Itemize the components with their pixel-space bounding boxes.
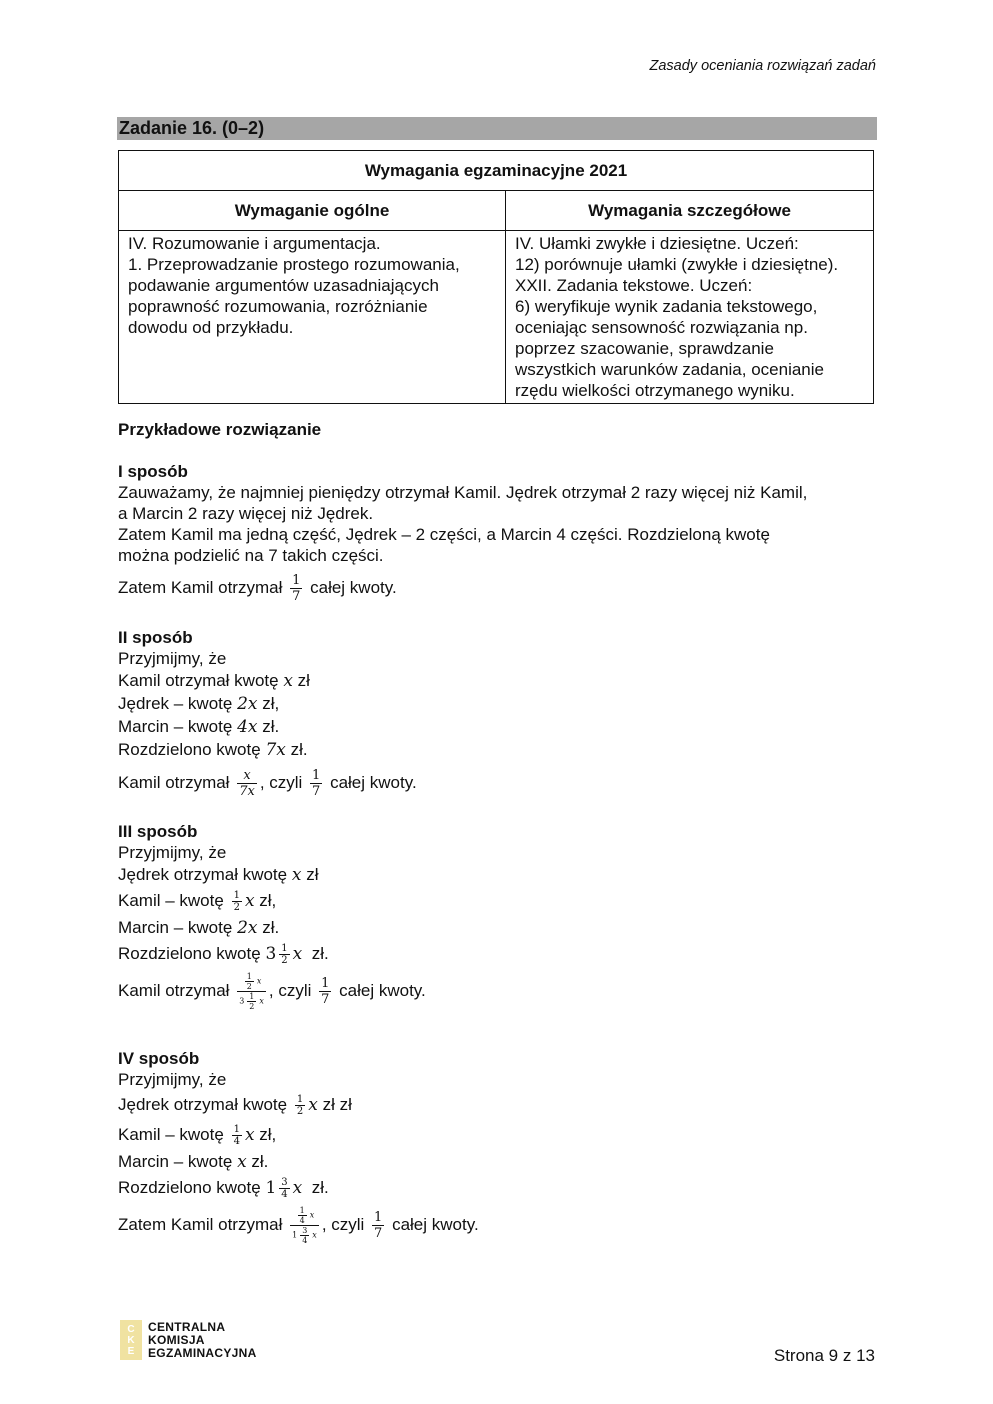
- method-2-line: Jędrek – kwotę 2x zł,: [118, 694, 280, 714]
- method-4-line: Marcin – kwotę x zł.: [118, 1152, 269, 1172]
- detailed-line: 12) porównuje ułamki (zwykłe i dziesiętne).: [515, 255, 839, 274]
- fraction-1-7: $\frac{1}{7}$: [312, 768, 321, 800]
- logo-text: CENTRALNA KOMISJA EGZAMINACYJNA: [148, 1319, 257, 1360]
- fraction-1-2: $\frac{1}{2}$: [281, 943, 288, 967]
- requirements-table-title: Wymagania egzaminacyjne 2021: [119, 151, 874, 191]
- detailed-line: rzędu wielkości otrzymanego wyniku.: [515, 381, 795, 400]
- method-3-intro: Przyjmijmy, że: [118, 843, 227, 862]
- method-4-line: Rozdzielono kwotę 1 $\frac{3}{4}$ x zł.: [118, 1177, 329, 1201]
- fraction-1-7: $\frac{1}{7}$: [292, 573, 301, 605]
- running-header: Zasady oceniania rozwiązań zadań: [649, 58, 876, 74]
- method-3-title: III sposób: [118, 822, 198, 841]
- general-line: podawanie argumentów uzasadniających: [128, 276, 439, 295]
- requirements-table: [118, 150, 874, 404]
- method-3-line: Rozdzielono kwotę 3 $\frac{1}{2}$ x zł.: [118, 943, 329, 967]
- general-line: poprawność rozumowania, rozróżnianie: [128, 297, 428, 316]
- fraction-1-7: $\frac{1}{7}$: [374, 1210, 383, 1242]
- method-2-title: II sposób: [118, 628, 193, 647]
- method-4-line: Kamil – kwotę $\frac{1}{4}$ x zł,: [118, 1124, 277, 1148]
- solution-heading: Przykładowe rozwiązanie: [118, 420, 322, 439]
- method-1: [118, 461, 807, 610]
- method-4-result: Zatem Kamil otrzymał $\frac{1}{4}$ x 1 $\frac{3}{4}$ x , czyli $\frac{1}{7}$ całej kwoty.: [118, 1206, 479, 1246]
- method-3: [118, 821, 426, 1013]
- method-3-line: Jędrek otrzymał kwotę x zł: [118, 865, 319, 885]
- detailed-requirements-header: Wymagania szczegółowe: [506, 191, 874, 231]
- method-2-line: Marcin – kwotę 4x zł.: [118, 717, 280, 737]
- cke-logo: [120, 1320, 257, 1360]
- method-4-line: Jędrek otrzymał kwotę $\frac{1}{2}$ x zł zł: [118, 1094, 352, 1118]
- method-1-line: a Marcin 2 razy więcej niż Jędrek.: [118, 504, 374, 523]
- compound-fraction: $\frac{1}{2}$ x 3 $\frac{1}{2}$ x: [239, 972, 264, 1012]
- detailed-line: oceniając sensowność rozwiązania np.: [515, 318, 808, 337]
- general-line: 1. Przeprowadzanie prostego rozumowania,: [128, 255, 460, 274]
- method-2: [118, 627, 417, 805]
- fraction-x-7x: $\frac{x}{7x}$: [239, 768, 255, 800]
- detailed-requirements-cell: [506, 231, 874, 404]
- detailed-line: poprzez szacowanie, sprawdzanie: [515, 339, 774, 358]
- detailed-line: wszystkich warunków zadania, ocenianie: [515, 360, 824, 379]
- compound-fraction: $\frac{1}{4}$ x 1 $\frac{3}{4}$ x: [292, 1206, 317, 1246]
- detailed-line: 6) weryfikuje wynik zadania tekstowego,: [515, 297, 818, 316]
- method-2-result: Kamil otrzymał $\frac{x}{7x}$ , czyli $\frac{1}{7}$ całej kwoty.: [118, 768, 417, 800]
- general-requirement-cell: [119, 231, 506, 404]
- method-4: [118, 1048, 479, 1247]
- method-4-intro: Przyjmijmy, że: [118, 1070, 227, 1089]
- method-1-line: Zauważamy, że najmniej pieniędzy otrzymał Kamil. Jędrek otrzymał 2 razy więcej niż Kamil,: [118, 483, 808, 502]
- general-line: IV. Rozumowanie i argumentacja.: [128, 234, 381, 253]
- fraction-1-2: $\frac{1}{2}$: [296, 1094, 304, 1118]
- method-4-title: IV sposób: [118, 1049, 200, 1068]
- method-1-line: można podzielić na 7 takich części.: [118, 546, 384, 565]
- logo-mark: C K E: [120, 1320, 142, 1360]
- task-title: Zadanie 16. (0–2): [117, 117, 877, 140]
- method-2-line: Rozdzielono kwotę 7x zł.: [118, 740, 308, 760]
- fraction-1-7: $\frac{1}{7}$: [321, 976, 330, 1008]
- method-2-line: Kamil otrzymał kwotę x zł: [118, 671, 310, 691]
- page-number: Strona 9 z 13: [773, 1346, 875, 1365]
- method-1-title: I sposób: [118, 462, 188, 481]
- fraction-1-4: $\frac{1}{4}$: [233, 1124, 240, 1148]
- method-3-line: Marcin – kwotę 2x zł.: [118, 918, 280, 938]
- detailed-line: IV. Ułamki zwykłe i dziesiętne. Uczeń:: [515, 234, 799, 253]
- method-3-result: Kamil otrzymał $\frac{1}{2}$ x 3 $\frac{1}{2}$ x , czyli $\frac{1}{7}$ całej kwoty.: [118, 972, 426, 1012]
- fraction-1-2: $\frac{1}{2}$: [233, 890, 240, 914]
- general-requirement-header: Wymaganie ogólne: [119, 191, 506, 231]
- method-1-result: Zatem Kamil otrzymał $\frac{1}{7}$ całej kwoty.: [118, 573, 397, 605]
- method-3-line: Kamil – kwotę $\frac{1}{2}$ x zł,: [118, 890, 277, 914]
- method-2-intro: Przyjmijmy, że: [118, 649, 227, 668]
- detailed-line: XXII. Zadania tekstowe. Uczeń:: [515, 276, 753, 295]
- fraction-3-4: $\frac{3}{4}$: [281, 1177, 288, 1201]
- method-1-line: Zatem Kamil ma jedną część, Jędrek – 2 części, a Marcin 4 części. Rozdzieloną kwotę: [118, 525, 770, 544]
- general-line: dowodu od przykładu.: [128, 318, 294, 337]
